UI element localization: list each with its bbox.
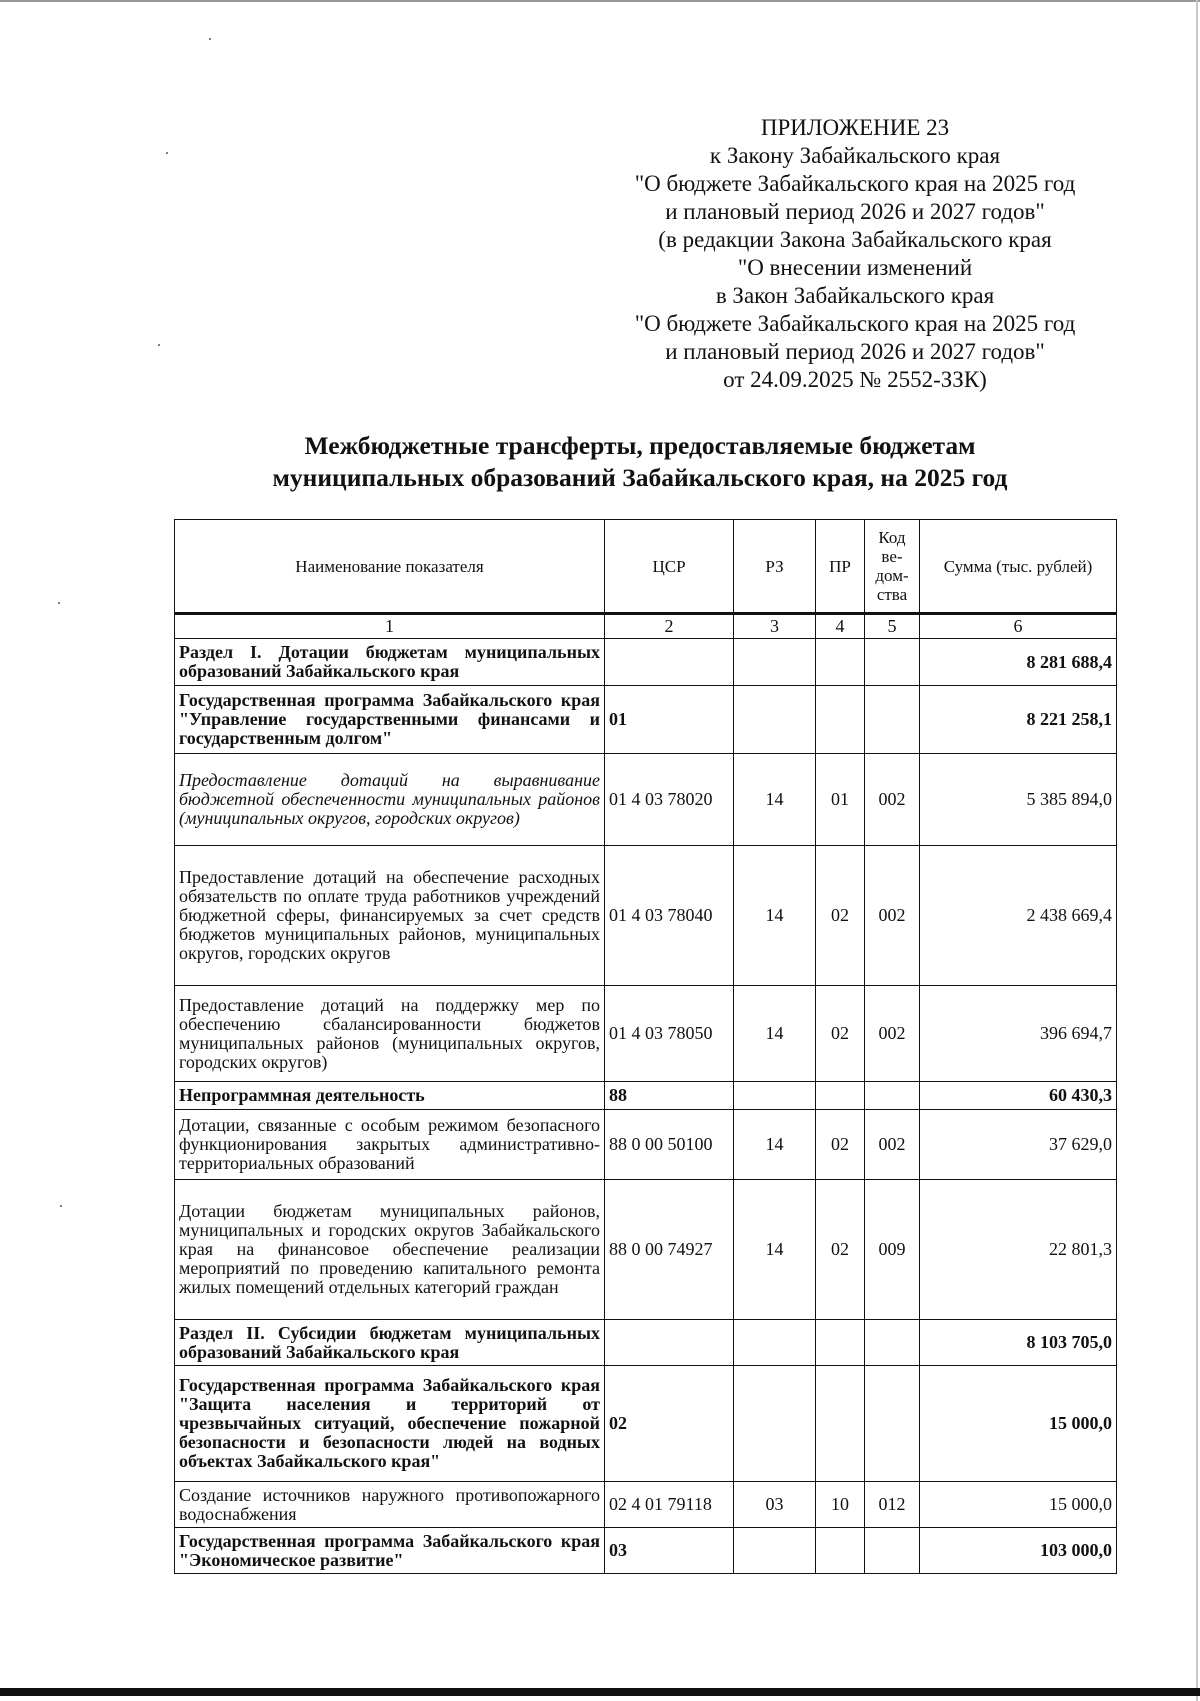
row-csr: 03 <box>605 1528 734 1574</box>
row-pr: 01 <box>816 754 865 846</box>
scan-speck <box>166 152 168 154</box>
table-row-program <box>175 1366 1117 1482</box>
row-pr: 02 <box>816 1180 865 1320</box>
row-ved <box>865 639 920 686</box>
row-rz: 14 <box>734 846 816 986</box>
row-csr: 02 4 01 79118 <box>605 1482 734 1528</box>
row-name: Предоставление дотаций на обеспечение расходных обязательств по оплате труда работников учреждений бюджетной сферы, финансируемых за счет средств бюджетов муниципальных районов, муниципальных округов, городских округов <box>175 846 605 986</box>
row-pr <box>816 1366 865 1482</box>
row-rz: 14 <box>734 1110 816 1180</box>
column-number: 3 <box>734 614 816 639</box>
scan-speck <box>58 602 60 604</box>
row-csr: 88 0 00 50100 <box>605 1110 734 1180</box>
row-pr <box>816 1320 865 1366</box>
row-ved: 012 <box>865 1482 920 1528</box>
row-rz: 14 <box>734 754 816 846</box>
row-name: Государственная программа Забайкальского края "Экономическое развитие" <box>175 1528 605 1574</box>
annex-line: "О внесении изменений <box>737 255 973 280</box>
column-number: 1 <box>175 614 605 639</box>
row-sum: 60 430,3 <box>920 1082 1117 1110</box>
row-rz <box>734 1082 816 1110</box>
row-name: Дотации бюджетам муниципальных районов, муниципальных и городских округов Забайкальского края на финансовое обеспечение реализации мероприятий по проведению капитального ремонта жилых помещений отдельных категорий граждан <box>175 1180 605 1320</box>
annex-header <box>610 114 1100 394</box>
row-name: Создание источников наружного противопожарного водоснабжения <box>175 1482 605 1528</box>
scan-edge-right <box>1196 0 1198 1701</box>
row-name: Непрограммная деятельность <box>175 1082 605 1110</box>
column-header-name: Наименование показателя <box>175 520 605 614</box>
scan-speck <box>209 38 211 40</box>
annex-line: и плановый период 2026 и 2027 годов" <box>665 199 1045 224</box>
row-rz: 03 <box>734 1482 816 1528</box>
row-rz <box>734 1320 816 1366</box>
row-name: Предоставление дотаций на поддержку мер по обеспечению сбалансированности бюджетов муниципальных районов (муниципальных округов, городских округов) <box>175 986 605 1082</box>
annex-line: "О бюджете Забайкальского края на 2025 год <box>634 311 1076 336</box>
row-name: Раздел I. Дотации бюджетам муниципальных образований Забайкальского края <box>175 639 605 686</box>
row-pr: 02 <box>816 1110 865 1180</box>
document-title-line: муниципальных образований Забайкальского края, на 2025 год <box>272 463 1008 492</box>
row-name: Дотации, связанные с особым режимом безопасного функционирования закрытых административно-территориальных образований <box>175 1110 605 1180</box>
row-ved <box>865 1082 920 1110</box>
annex-line: "О бюджете Забайкальского края на 2025 год <box>634 171 1076 196</box>
row-name: Государственная программа Забайкальского края "Управление государственными финансами и государственным долгом" <box>175 686 605 754</box>
row-sum: 15 000,0 <box>920 1366 1117 1482</box>
row-rz: 14 <box>734 1180 816 1320</box>
annex-line: (в редакции Закона Забайкальского края <box>658 227 1052 252</box>
table-row <box>175 754 1117 846</box>
row-ved: 002 <box>865 986 920 1082</box>
row-pr <box>816 686 865 754</box>
row-rz <box>734 1366 816 1482</box>
row-rz <box>734 1528 816 1574</box>
scan-speck <box>60 1205 62 1207</box>
row-ved: 002 <box>865 1110 920 1180</box>
row-pr <box>816 1082 865 1110</box>
row-csr: 88 <box>605 1082 734 1110</box>
row-ved: 002 <box>865 754 920 846</box>
row-pr: 02 <box>816 846 865 986</box>
table-row-section <box>175 1320 1117 1366</box>
row-name: Государственная программа Забайкальского края "Защита населения и территорий от чрезвычайных ситуаций, обеспечение пожарной безопасности и безопасности людей на водных объектах Забайкальского края" <box>175 1366 605 1482</box>
row-ved <box>865 1320 920 1366</box>
table-row-section <box>175 639 1117 686</box>
row-rz: 14 <box>734 986 816 1082</box>
row-sum: 15 000,0 <box>920 1482 1117 1528</box>
row-csr: 02 <box>605 1366 734 1482</box>
row-ved: 009 <box>865 1180 920 1320</box>
table-row <box>175 986 1117 1082</box>
row-rz <box>734 639 816 686</box>
row-sum: 396 694,7 <box>920 986 1117 1082</box>
table-row <box>175 1110 1117 1180</box>
row-csr: 01 4 03 78050 <box>605 986 734 1082</box>
table-row <box>175 1180 1117 1320</box>
table-row-program <box>175 1528 1117 1574</box>
row-ved <box>865 686 920 754</box>
annex-line: ПРИЛОЖЕНИЕ 23 <box>760 115 950 140</box>
row-sum: 8 281 688,4 <box>920 639 1117 686</box>
row-rz <box>734 686 816 754</box>
row-sum: 5 385 894,0 <box>920 754 1117 846</box>
row-csr: 01 <box>605 686 734 754</box>
annex-line: к Закону Забайкальского края <box>709 143 1001 168</box>
scan-speck <box>158 344 160 346</box>
row-csr: 88 0 00 74927 <box>605 1180 734 1320</box>
row-csr <box>605 639 734 686</box>
row-pr <box>816 639 865 686</box>
row-ved <box>865 1528 920 1574</box>
column-header-sum: Сумма (тыс. рублей) <box>920 520 1117 614</box>
row-sum: 103 000,0 <box>920 1528 1117 1574</box>
column-header-pr: ПР <box>816 520 865 614</box>
row-csr: 01 4 03 78040 <box>605 846 734 986</box>
row-sum: 22 801,3 <box>920 1180 1117 1320</box>
document-title <box>160 430 1120 494</box>
table-row <box>175 846 1117 986</box>
annex-line: от 24.09.2025 № 2552-ЗЗК) <box>723 367 987 392</box>
annex-line: в Закон Забайкальского края <box>715 283 995 308</box>
document-title-line: Межбюджетные трансферты, предоставляемые бюджетам <box>304 431 976 460</box>
column-number-row <box>175 614 1117 639</box>
row-name: Предоставление дотаций на выравнивание бюджетной обеспеченности муниципальных районов (муниципальных округов, городских округов) <box>175 754 605 846</box>
column-header-rz: РЗ <box>734 520 816 614</box>
column-number: 6 <box>920 614 1117 639</box>
budget-table <box>174 519 1117 1574</box>
scan-edge-bottom <box>0 1688 1200 1696</box>
row-pr: 10 <box>816 1482 865 1528</box>
table-row <box>175 1482 1117 1528</box>
row-csr: 01 4 03 78020 <box>605 754 734 846</box>
column-header-ved: Код ве- дом- ства <box>865 520 920 614</box>
row-ved: 002 <box>865 846 920 986</box>
row-pr <box>816 1528 865 1574</box>
row-csr <box>605 1320 734 1366</box>
annex-line: и плановый период 2026 и 2027 годов" <box>665 339 1045 364</box>
column-number: 2 <box>605 614 734 639</box>
table-row-program <box>175 686 1117 754</box>
scan-edge-top <box>0 0 1200 2</box>
row-sum: 8 103 705,0 <box>920 1320 1117 1366</box>
column-number: 4 <box>816 614 865 639</box>
column-number: 5 <box>865 614 920 639</box>
row-sum: 37 629,0 <box>920 1110 1117 1180</box>
table-row-program <box>175 1082 1117 1110</box>
row-sum: 2 438 669,4 <box>920 846 1117 986</box>
row-sum: 8 221 258,1 <box>920 686 1117 754</box>
table-header-row <box>175 520 1117 614</box>
column-header-csr: ЦСР <box>605 520 734 614</box>
row-pr: 02 <box>816 986 865 1082</box>
row-ved <box>865 1366 920 1482</box>
row-name: Раздел II. Субсидии бюджетам муниципальных образований Забайкальского края <box>175 1320 605 1366</box>
